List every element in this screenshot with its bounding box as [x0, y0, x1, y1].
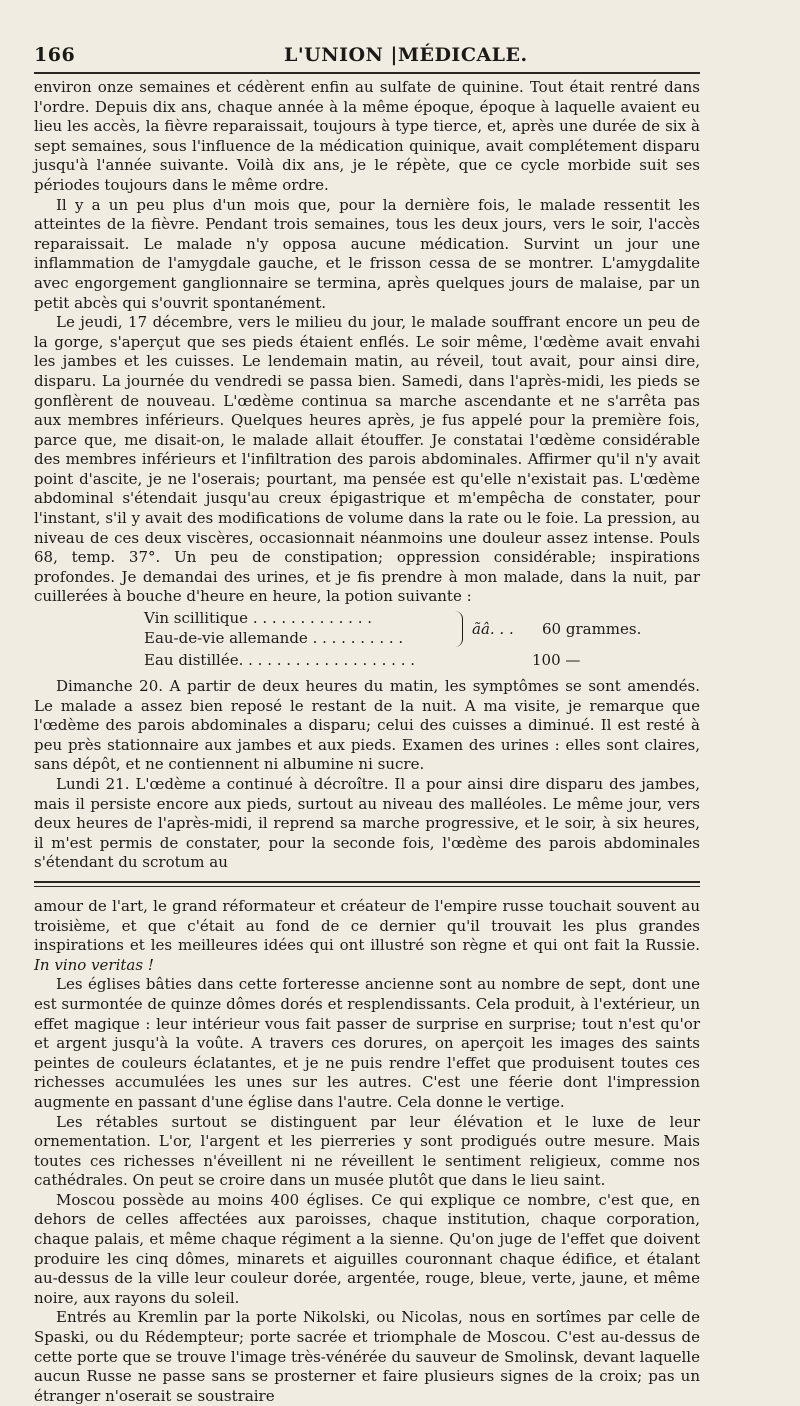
recipe-quantity-2: 100 — — [532, 651, 581, 670]
feuilleton-paragraph-3: Les rétables surtout se distinguent par leur élévation et le luxe de leur ornementation. L'or, l'argent et les pierreries y sont prodigués outre mesure. Mais toutes ces richesses n'éveillent ni ne réveillent le sentiment religieux, comme nos cathédrales. On peut se croire dans un musée plutôt que dans le lieu saint. — [34, 1112, 700, 1190]
page-number: 166 — [34, 44, 76, 66]
feuilleton-paragraph-4: Moscou possède au moins 400 églises. Ce qui explique ce nombre, c'est que, en dehors de celles affectées aux paroisses, chaque institution, chaque corporation, chaque palais, et même chaque régiment a la sienne. Qu'on juge de l'effet que doivent produire les cinq dômes, minarets et aiguilles couronnant chaque édifice, et étalant au-dessus de la ville leur couleur dorée, argentée, rouge, bleue, verte, jaune, et même noire, aux rayons du soleil. — [34, 1190, 700, 1307]
article-body — [34, 78, 700, 607]
feuilleton-body — [34, 897, 700, 1406]
feuilleton-paragraph-1-text: amour de l'art, le grand réformateur et créateur de l'empire russe touchait souvent au troisième, et que c'était au fond de ce dernier qu'il trouvait les plus grandes inspirations et les meilleures idées qui ont illustré son règne et qui ont fait la Russie. — [34, 896, 700, 955]
article-paragraph-1: environ onze semaines et cédèrent enfin au sulfate de quinine. Tout était rentré dans l'ordre. Depuis dix ans, chaque année à la même époque, époque à laquelle avaient eu lieu les accès, la fièvre reparaissait, toujours à type tierce, et, après une durée de six à sept semaines, sous l'influence de la médication quinique, avait complétement disparu jusqu'à l'année suivante. Voilà dix ans, je le répète, que ce cycle morbide suit ses périodes toujours dans le même ordre. — [34, 78, 700, 194]
recipe-ana: ãâ. . . — [472, 620, 514, 639]
article-body-continued — [34, 677, 700, 873]
recipe-line-1: Vin scillitique . . . . . . . . . . . . . — [144, 609, 373, 628]
page-header — [34, 40, 700, 70]
latin-quote: In vino veritas ! — [34, 955, 154, 974]
header-rule — [34, 72, 700, 74]
article-paragraph-2: Il y a un peu plus d'un mois que, pour la dernière fois, le malade ressentit les atteintes de la fièvre. Pendant trois semaines, tous les deux jours, vers le soir, l'accès reparaissait. Le malade n'y opposa aucune médication. Survint un jour une inflammation de l'amygdale gauche, et le frisson cessa de se montrer. L'amygdalite avec engorgement ganglionnaire se termina, après quelques jours de malaise, par un petit abcès qui s'ouvrit spontanément. — [34, 195, 700, 312]
recipe-line-2: Eau-de-vie allemande . . . . . . . . . . — [144, 629, 404, 648]
feuilleton-paragraph-2: Les églises bâties dans cette forteresse ancienne sont au nombre de sept, dont une est surmontée de quinze dômes dorés et resplendissants. Cela produit, à l'extérieur, un effet magique : leur intérieur vous fait passer de surprise en surprise; tout n'est qu'or et argent jusqu'à la voûte. A travers ces dorures, on aperçoit les images des saints peintes de couleurs éclatantes, et je ne puis rendre l'effet que produisent toutes ces richesses accumulées les unes sur les autres. C'est une féerie dont l'impression augmente en passant d'une église dans l'autre. Cela donne le vertige. — [34, 975, 700, 1111]
article-paragraph-4: Dimanche 20. A partir de deux heures du matin, les symptômes se sont amendés. Le malade a assez bien reposé le restant de la nuit. A ma visite, je remarque que l'œdème des parois abdominales a disparu; celui des cuisses a diminué. Il est resté à peu près stationnaire aux jambes et aux pieds. Examen des urines : elles sont claires, sans dépôt, et ne contiennent ni albumine ni sucre. — [34, 677, 700, 774]
prescription — [34, 609, 700, 673]
feuilleton-separator — [34, 881, 700, 887]
feuilleton-paragraph-5: Entrés au Kremlin par la porte Nikolski, ou Nicolas, nous en sortîmes par celle de Spaski, ou du Rédempteur; porte sacrée et triomphale de Moscou. C'est au-dessus de cette porte que se trouve l'image très-vénérée du sauveur de Smolinsk, devant laquelle aucun Russe ne passe sans se prosterner et faire plusieurs signes de la croix; pas un étranger n'oserait se soustraire — [34, 1308, 700, 1405]
article-paragraph-3: Le jeudi, 17 décembre, vers le milieu du jour, le malade souffrant encore un peu de la gorge, s'aperçut que ses pieds étaient enflés. Le soir même, l'œdème avait envahi les jambes et les cuisses. Le lendemain matin, au réveil, tout avait, pour ainsi dire, disparu. La journée du vendredi se passa bien. Samedi, dans l'après-midi, les pieds se gonflèrent de nouveau. L'œdème continua sa marche ascendante et ne s'arrêta pas aux membres inférieurs. Quelques heures après, je fus appelé pour la première fois, parce que, me disait-on, le malade allait étouffer. Je constatai l'œdème considérable des membres inférieurs et l'infiltration des parois abdominales. Affirmer qu'il n'y avait point d'ascite, je ne l'oserais; pourtant, ma pensée est qu'elle n'existait pas. L'œdème abdominal s'étendait jusqu'au creux épigastrique et m'empêcha de constater, pour l'instant, s'il y avait des modifications de volume dans la rate ou le foie. La pression, au niveau de ces deux viscères, occasionnait néanmoins une douleur assez intense. Pouls 68, temp. 37°. Un peu de constipation; oppression considérable; inspirations profondes. Je demandai des urines, et je fis prendre à mon malade, dans la nuit, par cuillerées à bouche d'heure en heure, la potion suivante : — [34, 313, 700, 606]
article-paragraph-5: Lundi 21. L'œdème a continué à décroître. Il a pour ainsi dire disparu des jambes, mais il persiste encore aux pieds, surtout au niveau des malléoles. Le même jour, vers deux heures de l'après-midi, il reprend sa marche progressive, et le soir, à six heures, il m'est permis de constater, pour la seconde fois, l'œdème des parois abdominales s'étendant du scrotum au — [34, 775, 700, 872]
recipe-line-3: Eau distillée. . . . . . . . . . . . . . . . . . . — [144, 651, 416, 670]
recipe-brace — [454, 611, 463, 647]
feuilleton-paragraph-1 — [34, 897, 700, 975]
recipe-quantity-1: 60 grammes. — [542, 620, 642, 639]
running-title: L'UNION |MÉDICALE. — [284, 44, 528, 66]
